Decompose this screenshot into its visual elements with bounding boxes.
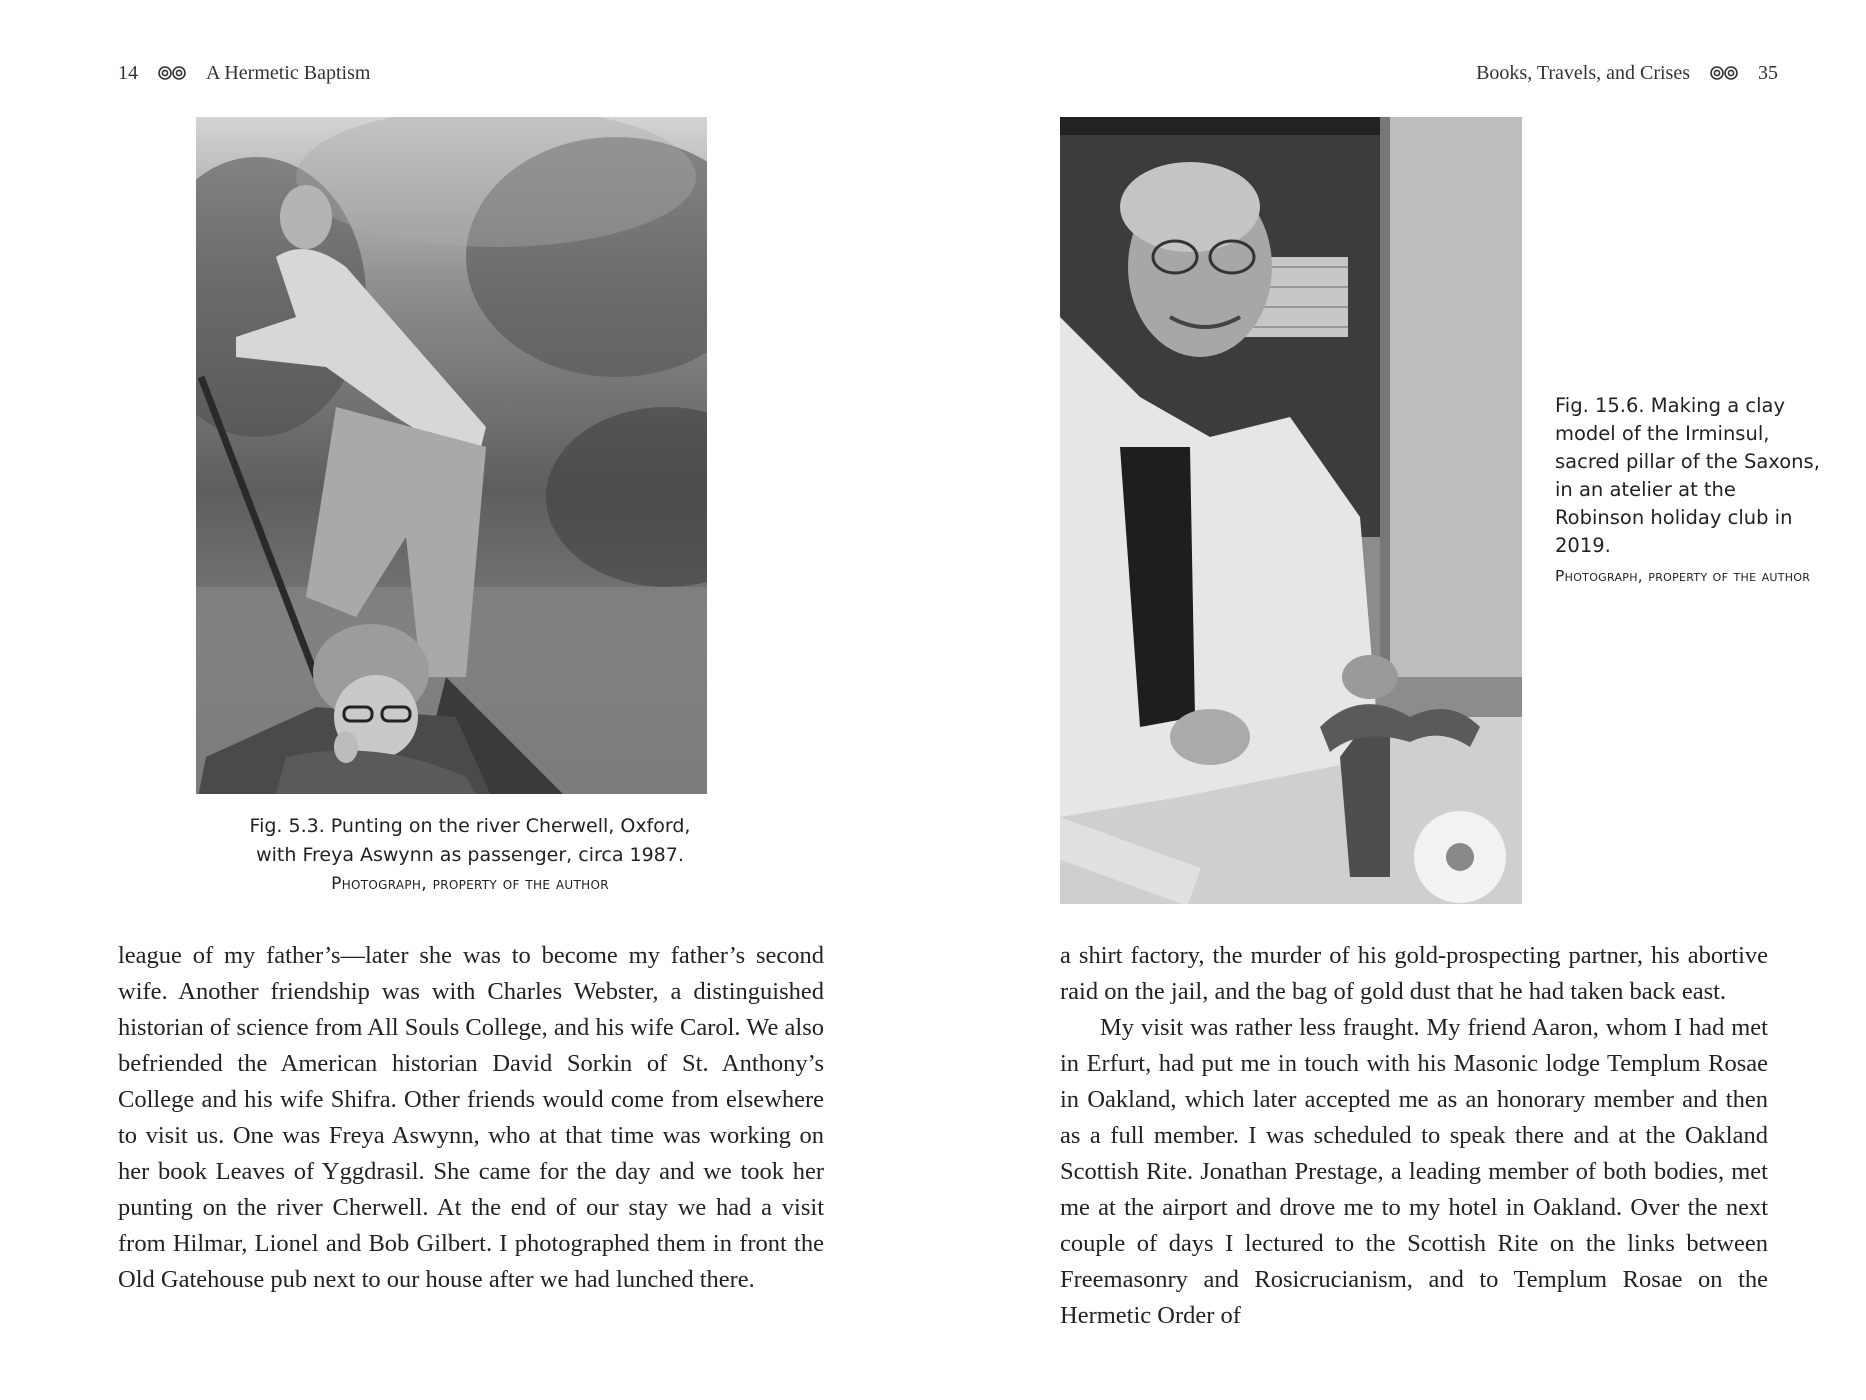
caption-text: Fig. 15.6. Making a clay model of the Irminsul, sacred pillar of the Saxons, in an atelier at the Robinson holiday club in 2019. [1555, 394, 1820, 557]
figure-15-6-caption [1555, 392, 1825, 591]
double-spiral-ornament-icon [1709, 65, 1739, 81]
double-spiral-ornament-icon [157, 65, 187, 81]
right-page [933, 0, 1866, 1400]
punting-photo [196, 117, 707, 794]
figure-5-3-caption [200, 812, 740, 899]
right-paragraph-2: My visit was rather less fraught. My friend Aaron, whom I had met in Erfurt, had put me in touch with his Masonic lodge Templum Rosae in Oakland, which later accepted me as an honorary member and then as a full member. I was scheduled to speak there and at the Oakland Scottish Rite. Jonathan Prestage, a leading member of both bodies, met me at the airport and drove me to my hotel in Oakland. Over the next couple of days I lectured to the Scottish Rite on the links between Freemasonry and Rosicrucianism, and to Templum Rosae on the Hermetic Order of [1060, 1014, 1768, 1329]
caption-line-1: Fig. 5.3. Punting on the river Cherwell, Oxford, [249, 815, 691, 837]
right-paragraph-1: a shirt factory, the murder of his gold-prospecting partner, his abortive raid on the jail, and the bag of gold dust that he had taken back east. [1060, 942, 1768, 1005]
right-body-text [1060, 938, 1768, 1334]
right-running-header [1476, 62, 1778, 85]
left-body-text [118, 938, 824, 1298]
left-page-number: 14 [118, 62, 138, 84]
right-running-title: Books, Travels, and Crises [1476, 62, 1690, 84]
photo-credit: Photograph, property of the author [1555, 567, 1811, 585]
left-running-title: A Hermetic Baptism [206, 62, 371, 84]
photo-credit: Photograph, property of the author [331, 874, 609, 894]
right-page-number: 35 [1758, 62, 1778, 84]
left-running-header [118, 62, 370, 85]
caption-line-2: with Freya Aswynn as passenger, circa 1987. [256, 844, 684, 866]
clay-model-photo [1060, 117, 1522, 904]
left-paragraph: league of my father’s—later she was to become my father’s second wife. Another friendship was with Charles Webster, a distinguished historian of science from All Souls College, and his wife Carol. We also befriended the American historian David Sorkin of St. Anthony’s College and his wife Shifra. Other friends would come from elsewhere to visit us. One was Freya Aswynn, who at that time was working on her book Leaves of Yggdrasil. She came for the day and we took her punting on the river Cherwell. At the end of our stay we had a visit from Hilmar, Lionel and Bob Gilbert. I photographed them in front the Old Gatehouse pub next to our house after we had lunched there. [118, 942, 824, 1293]
